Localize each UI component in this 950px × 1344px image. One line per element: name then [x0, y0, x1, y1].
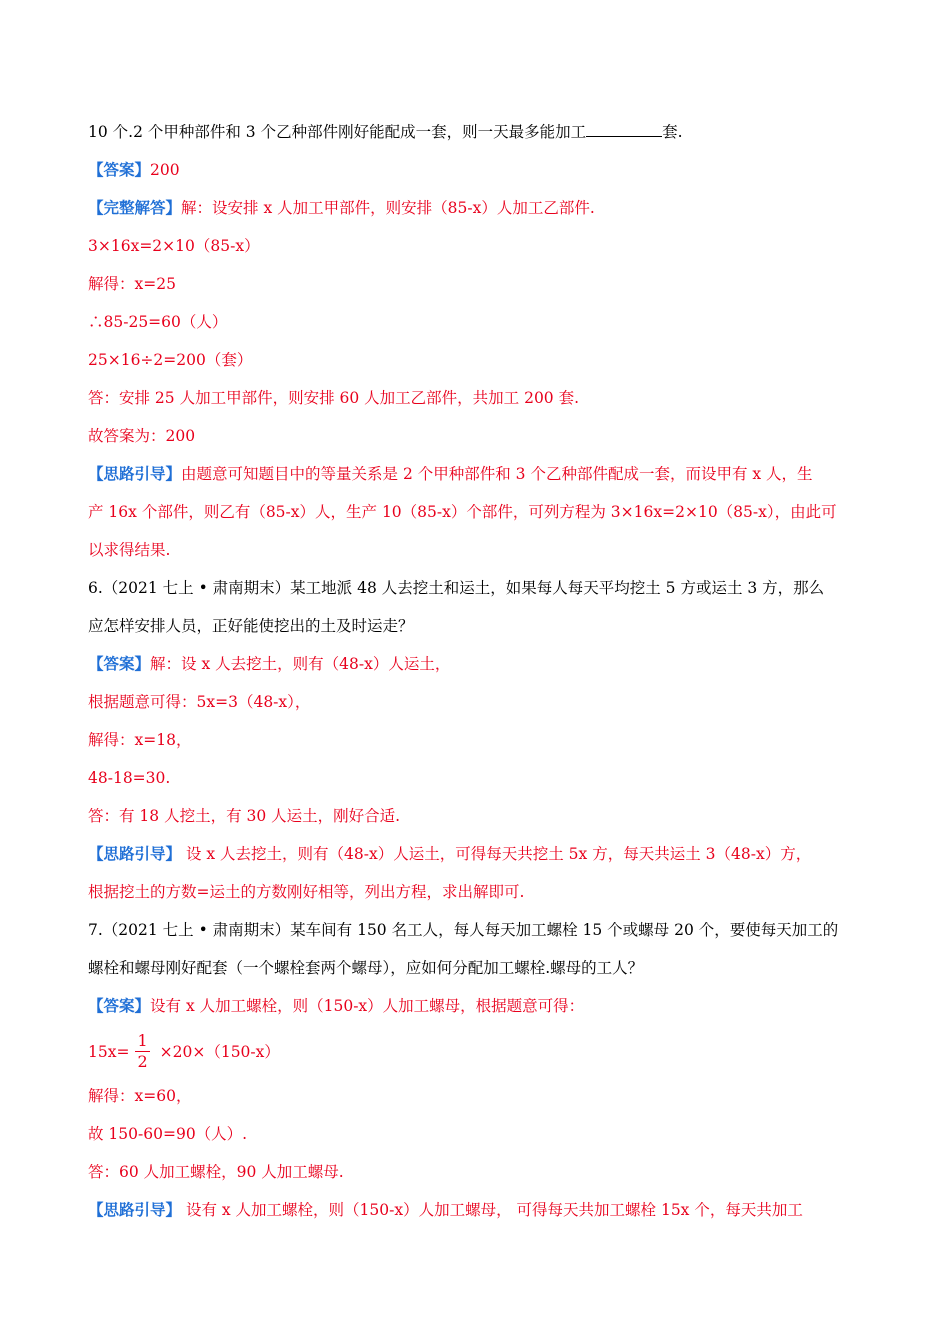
full-solution-tag: 【完整解答】: [88, 198, 182, 217]
answer-tag: 【答案】: [88, 654, 151, 673]
question-7: 螺栓和螺母刚好配套（一个螺栓套两个螺母），应如何分配加工螺栓.螺母的工人？: [88, 959, 644, 977]
answer-line: [88, 654, 450, 674]
question-7: 7.（2021 七上 • 肃南期末）某车间有 150 名工人，每人每天加工螺栓 15 个或螺母 20 个，要使每天加工的: [88, 921, 839, 939]
hint-text: 根据挖土的方数=运土的方数刚好相等，列出方程，求出解即可.: [88, 883, 525, 901]
equation-line: [88, 1022, 280, 1082]
answer-text: 设有 x 人加工螺栓，则（150-x）人加工螺母，根据题意可得：: [150, 997, 585, 1015]
answer-tag: 【答案】: [88, 996, 151, 1015]
fraction: [135, 1031, 149, 1072]
hint-text: 由题意可知题目中的等量关系是 2 个甲种部件和 3 个乙种部件配成一套，而设甲有 x 人，生: [181, 465, 813, 483]
solution-line: ∴85-25=60（人）: [88, 313, 228, 331]
question-5-continuation: [88, 122, 683, 142]
solution-line: 48-18=30.: [88, 769, 171, 787]
question-text: 10 个.2 个甲种部件和 3 个乙种部件刚好能配成一套，则一天最多能加工: [88, 123, 587, 141]
hint-tag: 【思路引导】: [88, 844, 182, 863]
answer-line: [88, 160, 180, 180]
hint-line: [88, 464, 813, 484]
fraction-numerator: 1: [137, 1030, 148, 1050]
solution-line: 故 150-60=90（人）.: [88, 1125, 248, 1143]
answer-tag: 【答案】: [88, 160, 151, 179]
answer-value: 200: [150, 161, 180, 179]
solution-line: 根据题意可得：5x=3（48-x），: [88, 693, 311, 711]
solution-line: 故答案为：200: [88, 427, 196, 445]
question-6: 6.（2021 七上 • 肃南期末）某工地派 48 人去挖土和运土，如果每人每天平均挖土 5 方或运土 3 方，那么: [88, 579, 825, 597]
hint-text: 设 x 人去挖土，则有（48-x）人运土，可得每天共挖土 5x 方，每天共运土 3（48-x）方，: [181, 845, 812, 863]
solution-line: 解得：x=18，: [88, 731, 192, 749]
answer-line: [88, 996, 584, 1016]
solution-text: 解：设安排 x 人加工甲部件，则安排（85-x）人加工乙部件.: [181, 199, 595, 217]
fraction-denominator: 2: [137, 1051, 148, 1071]
equation-left: 15x=: [88, 1043, 130, 1061]
solution-line: 25×16÷2=200（套）: [88, 351, 253, 369]
answer-blank: [586, 122, 662, 137]
hint-tag: 【思路引导】: [88, 464, 182, 483]
hint-line: [88, 844, 811, 864]
solution-line: 3×16x=2×10（85-x）: [88, 237, 260, 255]
solution-line: 答：安排 25 人加工甲部件，则安排 60 人加工乙部件，共加工 200 套.: [88, 389, 580, 407]
hint-text: 产 16x 个部件，则乙有（85-x）人，生产 10（85-x）个部件，可列方程为 3×16x=2×10（85-x），由此可: [88, 503, 837, 521]
answer-text: 解：设 x 人去挖土，则有（48-x）人运土，: [150, 655, 451, 673]
question-6: 应怎样安排人员，正好能使挖出的土及时运走？: [88, 617, 414, 635]
hint-tag: 【思路引导】: [88, 1200, 182, 1219]
hint-text: 设有 x 人加工螺栓，则（150-x）人加工螺母， 可得每天共加工螺栓 15x 个，每天共加工: [181, 1201, 803, 1219]
solution-line: 解得：x=25: [88, 275, 176, 293]
hint-text: 以求得结果.: [88, 541, 171, 559]
solution-line: 解得：x=60，: [88, 1087, 192, 1105]
equation-right: ×20×（150-x）: [159, 1043, 280, 1061]
solution-line: 答：有 18 人挖土，有 30 人运土，刚好合适.: [88, 807, 401, 825]
hint-line: [88, 1200, 803, 1220]
solution-line: 答：60 人加工螺栓，90 人加工螺母.: [88, 1163, 344, 1181]
full-solution-line: [88, 198, 595, 218]
question-text-end: 套.: [662, 123, 683, 141]
